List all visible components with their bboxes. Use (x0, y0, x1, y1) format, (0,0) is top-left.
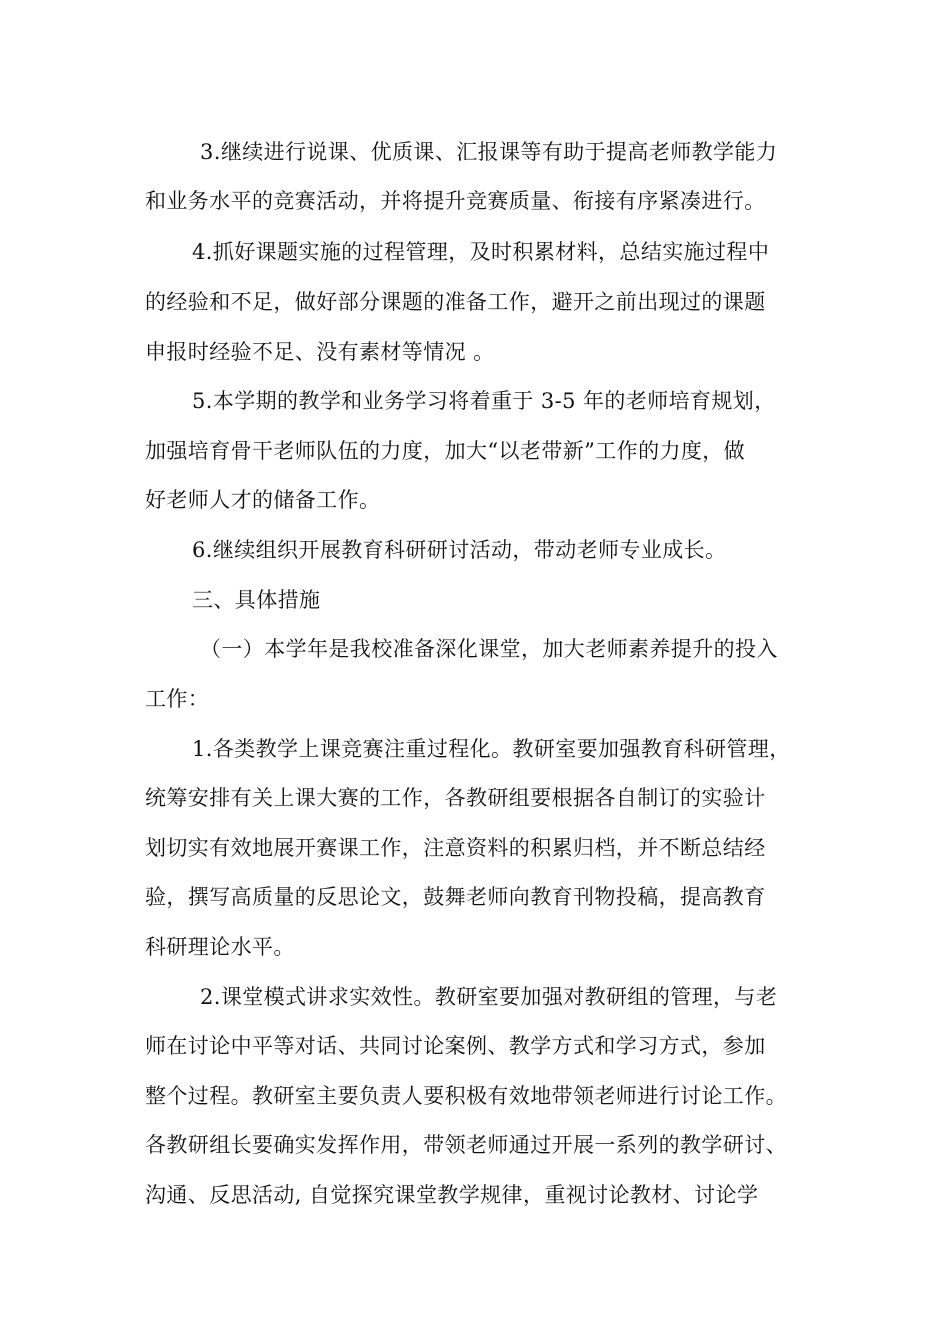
section-heading: 三、具体措施 (192, 588, 321, 612)
text-line: 整个过程。教研室主要负责人要积极有效地带领老师进行讨论工作。 (145, 1084, 787, 1108)
text-line: 5.本学期的教学和业务学习将着重于 3-5 年的老师培育规划， (192, 389, 776, 413)
text-line: 6.继续组织开展教育科研研讨活动，带动老师专业成长。 (192, 538, 727, 562)
text-line: 1.各类教学上课竞赛注重过程化。教研室要加强教育科研管理， (192, 737, 791, 761)
text-line: 科研理论水平。 (145, 935, 295, 959)
text-line: 统筹安排有关上课大赛的工作，各教研组要根据各自制订的实验计 (145, 786, 766, 810)
text-line: 的经验和不足，做好部分课题的准备工作，避开之前出现过的课题 (145, 290, 766, 314)
text-line: 好老师人才的储备工作。 (145, 488, 381, 512)
text-line: 3.继续进行说课、优质课、汇报课等有助于提高老师教学能力 (200, 140, 778, 164)
text-line: 和业务水平的竞赛活动，并将提升竞赛质量、衔接有序紧凑进行。 (145, 189, 766, 213)
text-line: 各教研组长要确实发挥作用，带领老师通过开展一系列的教学研讨、 (145, 1133, 787, 1157)
text-line: 加强培育骨干老师队伍的力度，加大“以老带新”工作的力度，做 (145, 439, 746, 463)
text-line: 2.课堂模式讲求实效性。教研室要加强对教研组的管理，与老 (200, 985, 778, 1009)
text-line: 验，撰写高质量的反思论文，鼓舞老师向教育刊物投稿，提高教育 (145, 885, 766, 909)
text-line: 师在讨论中平等对话、共同讨论案例、教学方式和学习方式，参加 (145, 1034, 766, 1058)
text-line: 沟通、反思活动, 自觉探究课堂教学规律，重视讨论教材、讨论学 (145, 1183, 759, 1207)
text-line: 划切实有效地展开赛课工作，注意资料的积累归档，并不断总结经 (145, 836, 766, 860)
text-line: 4.抓好课题实施的过程管理，及时积累材料，总结实施过程中 (192, 240, 770, 264)
text-line: 申报时经验不足、没有素材等情况 。 (145, 340, 495, 364)
text-line: （一）本学年是我校准备深化课堂，加大老师素养提升的投入 (200, 637, 778, 661)
text-line: 工作： (145, 687, 210, 711)
